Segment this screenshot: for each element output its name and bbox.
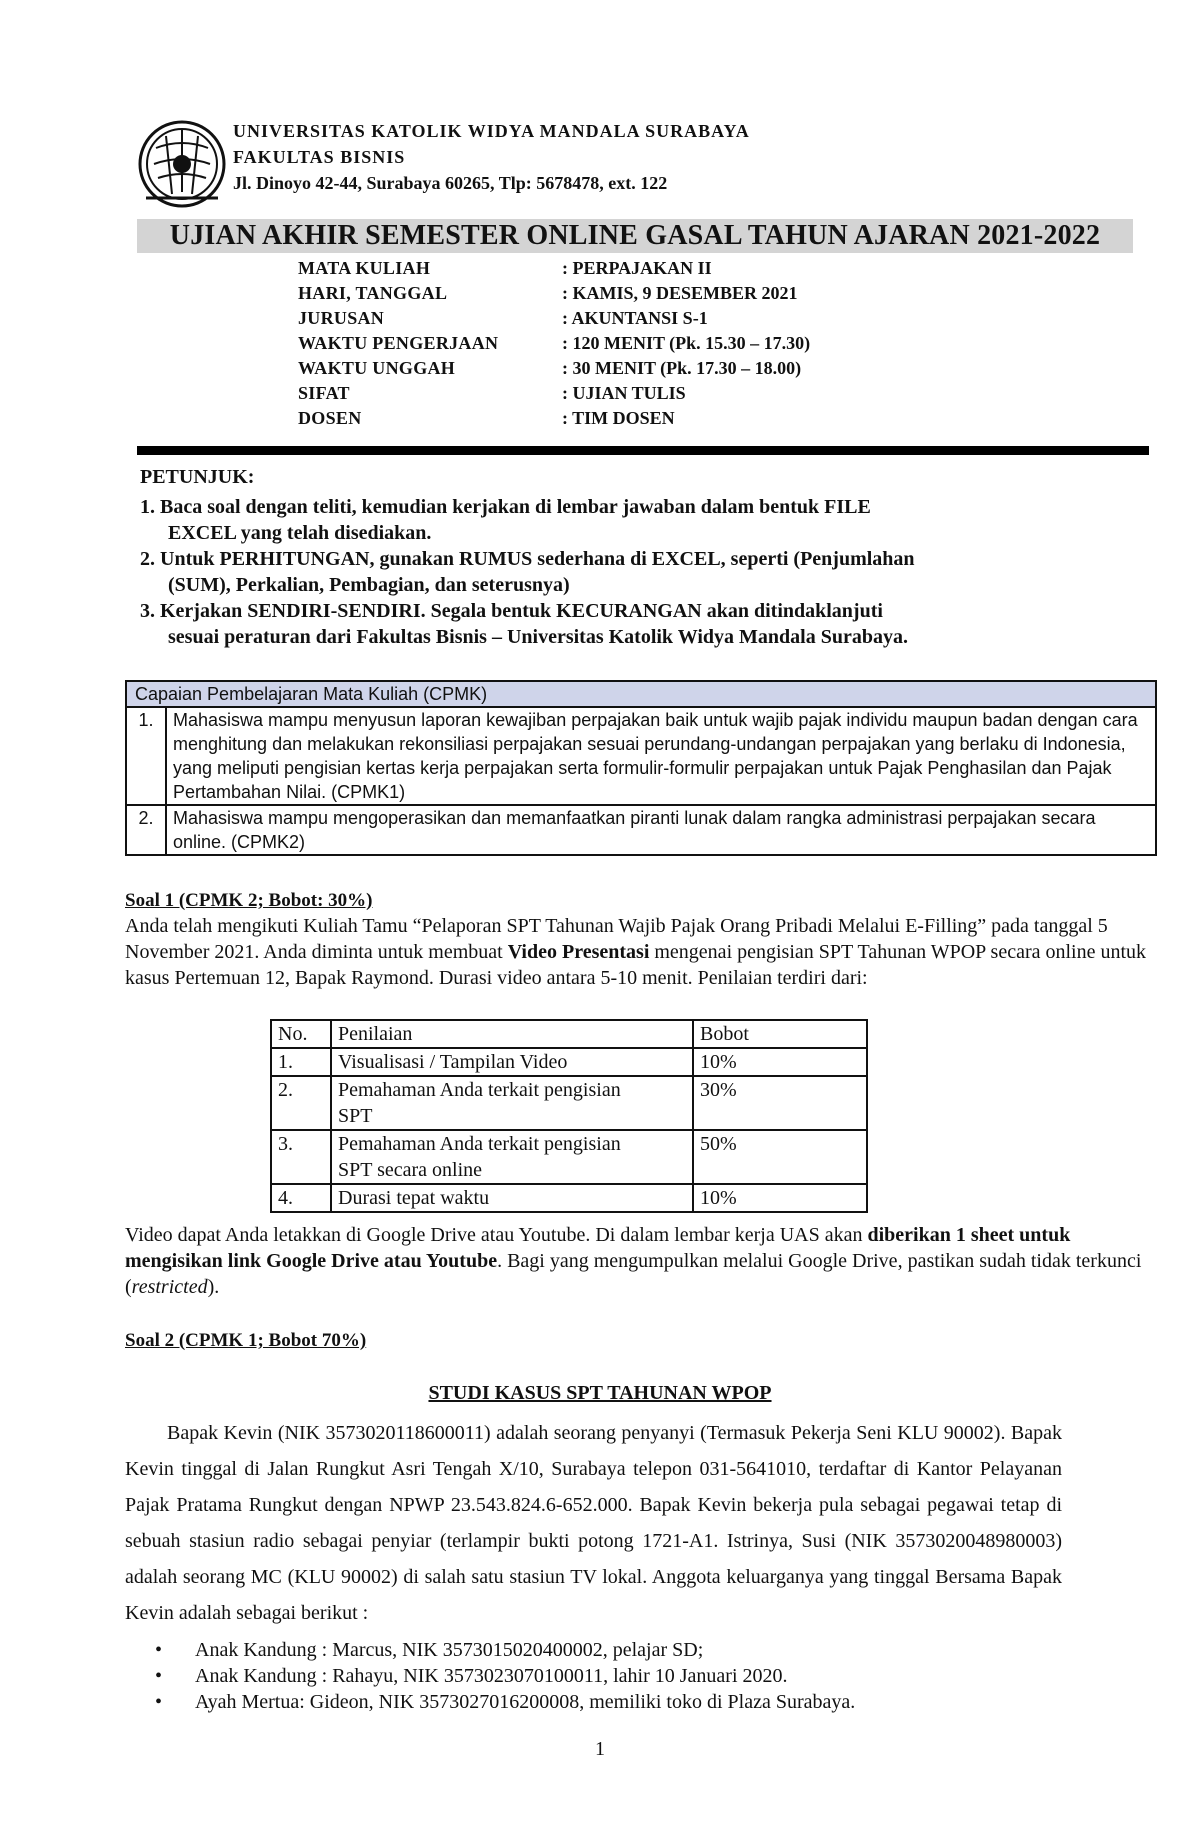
cell: 10% bbox=[693, 1048, 867, 1076]
table-header-row bbox=[271, 1020, 867, 1048]
cell: 2. bbox=[271, 1076, 331, 1130]
cpmk-text: Mahasiswa mampu mengoperasikan dan memanfaatkan piranti lunak dalam rangka administrasi perpajakan secara online. (CPMK2) bbox=[166, 805, 1156, 855]
cpmk-number: 2. bbox=[126, 805, 166, 855]
exam-info-label: WAKTU PENGERJAAN bbox=[298, 333, 499, 353]
instruction-line: (SUM), Perkalian, Pembagian, dan seterusnya) bbox=[168, 574, 570, 596]
cell: Durasi tepat waktu bbox=[331, 1184, 693, 1212]
question-2-heading: Soal 2 (CPMK 1; Bobot 70%) bbox=[125, 1330, 367, 1351]
university-name: UNIVERSITAS KATOLIK WIDYA MANDALA SURABAYA bbox=[233, 121, 750, 141]
exam-info-value: : 30 MENIT (Pk. 17.30 – 18.00) bbox=[562, 358, 802, 378]
instruction-line: 2. Untuk PERHITUNGAN, gunakan RUMUS sederhana di EXCEL, seperti (Penjumlahan bbox=[140, 548, 915, 570]
table-row bbox=[126, 805, 1156, 855]
table-row bbox=[271, 1130, 867, 1184]
question-1-heading: Soal 1 (CPMK 2; Bobot: 30%) bbox=[125, 890, 373, 911]
exam-info-label: MATA KULIAH bbox=[298, 258, 431, 278]
cpmk-number: 1. bbox=[126, 707, 166, 805]
cell: 3. bbox=[271, 1130, 331, 1184]
intro-text: mengenai pengisian SPT Tahunan WPOP secara online untuk kasus Pertemuan 12, Bapak Raymond. Durasi video antara 5-10 menit. Penilaian terdiri dari: bbox=[125, 941, 1147, 989]
exam-title: UJIAN AKHIR SEMESTER ONLINE GASAL TAHUN AJARAN 2021-2022 bbox=[137, 219, 1133, 253]
cell: 1. bbox=[271, 1048, 331, 1076]
closing-text: ). bbox=[207, 1276, 220, 1298]
question-1-intro bbox=[125, 913, 1160, 991]
question-1-closing bbox=[125, 1222, 1160, 1300]
column-header: Bobot bbox=[693, 1020, 867, 1048]
intro-text: Anda telah mengikuti Kuliah Tamu “Pelaporan SPT Tahunan Wajib Pajak Orang Pribadi Melalui E-Filling” pada tanggal 5 November 2021. Anda diminta untuk membuat bbox=[125, 915, 1108, 963]
cell: Visualisasi / Tampilan Video bbox=[331, 1048, 693, 1076]
column-header: Penilaian bbox=[331, 1020, 693, 1048]
instruction-line: 3. Kerjakan SENDIRI-SENDIRI. Segala bentuk KECURANGAN akan ditindaklanjuti bbox=[140, 600, 883, 622]
page-number: 1 bbox=[595, 1738, 605, 1760]
exam-info-value: : 120 MENIT (Pk. 15.30 – 17.30) bbox=[562, 333, 811, 353]
bullet-icon: • bbox=[155, 1691, 163, 1713]
cpmk-table-header: Capaian Pembelajaran Mata Kuliah (CPMK) bbox=[126, 681, 1156, 707]
list-item bbox=[155, 1689, 855, 1715]
exam-info-value: : AKUNTANSI S-1 bbox=[562, 308, 708, 328]
list-item bbox=[155, 1663, 788, 1689]
instruction-line: 1. Baca soal dengan teliti, kemudian kerjakan di lembar jawaban dalam bentuk FILE bbox=[140, 496, 871, 518]
column-header: No. bbox=[271, 1020, 331, 1048]
instruction-line: EXCEL yang telah disediakan. bbox=[168, 522, 432, 544]
cell: 50% bbox=[693, 1130, 867, 1184]
case-study-text: Bapak Kevin (NIK 3573020118600011) adalah seorang penyanyi (Termasuk Pekerja Seni KLU 90002). Bapak Kevin tinggal di Jalan Rungkut Asri Tengah X/10, Surabaya telepon 031-5641010, terdaftar di Kantor Pelayanan Pajak Pratama Rungkut dengan NPWP 23.543.824.6-652.000. Bapak Kevin bekerja pula sebagai pegawai tetap di sebuah stasiun radio sebagai penyiar (terlampir bukti potong 1721-A1. Istrinya, Susi (NIK 3573020048980003) adalah seorang MC (KLU 90002) di salah satu stasiun TV lokal. Anggota keluarganya yang tinggal Bersama Bapak Kevin adalah sebagai berikut : bbox=[125, 1422, 1062, 1624]
cpmk-table bbox=[125, 680, 1157, 856]
table-row bbox=[271, 1076, 867, 1130]
exam-info-label: WAKTU UNGGAH bbox=[298, 358, 456, 378]
university-address: Jl. Dinoyo 42-44, Surabaya 60265, Tlp: 5678478, ext. 122 bbox=[233, 173, 668, 193]
assessment-table bbox=[270, 1019, 868, 1213]
list-item-text: Ayah Mertua: Gideon, NIK 3573027016200008, memiliki toko di Plaza Surabaya. bbox=[195, 1691, 856, 1713]
exam-info-value: : UJIAN TULIS bbox=[562, 383, 686, 403]
closing-italic: restricted bbox=[131, 1276, 208, 1298]
closing-text: Video dapat Anda letakkan di Google Drive atau Youtube. Di dalam lembar kerja UAS akan bbox=[125, 1224, 868, 1246]
bullet-icon: • bbox=[155, 1639, 163, 1661]
bullet-icon: • bbox=[155, 1665, 163, 1687]
cell: 4. bbox=[271, 1184, 331, 1212]
table-row bbox=[126, 707, 1156, 805]
closing-emphasis: diberikan 1 sheet untuk mengisikan link Google Drive atau Youtube bbox=[125, 1224, 1071, 1272]
divider bbox=[137, 446, 1149, 455]
case-study-title: STUDI KASUS SPT TAHUNAN WPOP bbox=[428, 1382, 772, 1404]
instructions-heading: PETUNJUK: bbox=[140, 466, 255, 488]
exam-info-value: : PERPAJAKAN II bbox=[562, 258, 712, 278]
cell: 30% bbox=[693, 1076, 867, 1130]
cell: Pemahaman Anda terkait pengisian SPT secara online bbox=[331, 1130, 693, 1184]
cell: 10% bbox=[693, 1184, 867, 1212]
exam-info-label: DOSEN bbox=[298, 408, 362, 428]
cell: Pemahaman Anda terkait pengisian SPT bbox=[331, 1076, 693, 1130]
exam-info-label: SIFAT bbox=[298, 383, 350, 403]
exam-info-value: : KAMIS, 9 DESEMBER 2021 bbox=[562, 283, 798, 303]
exam-info-label: JURUSAN bbox=[298, 308, 385, 328]
exam-info-label: HARI, TANGGAL bbox=[298, 283, 448, 303]
table-row bbox=[271, 1048, 867, 1076]
list-item-text: Anak Kandung : Rahayu, NIK 3573023070100011, lahir 10 Januari 2020. bbox=[195, 1665, 788, 1687]
table-row bbox=[271, 1184, 867, 1212]
cpmk-text: Mahasiswa mampu menyusun laporan kewajiban perpajakan baik untuk wajib pajak individu maupun badan dengan cara menghitung dan melakukan rekonsiliasi perpajakan sesuai perundang-undangan perpajakan yang berlaku di Indonesia, yang meliputi pengisian kertas kerja perpajakan serta formulir-formulir perpajakan untuk Pajak Penghasilan dan Pajak Pertambahan Nilai. (CPMK1) bbox=[166, 707, 1156, 805]
list-item-text: Anak Kandung : Marcus, NIK 3573015020400002, pelajar SD; bbox=[195, 1639, 704, 1661]
closing-text: . Bagi yang mengumpulkan melalui Google Drive, pastikan sudah tidak terkunci ( bbox=[125, 1250, 1142, 1298]
exam-info-value: : TIM DOSEN bbox=[562, 408, 675, 428]
faculty-name: FAKULTAS BISNIS bbox=[233, 147, 406, 167]
intro-emphasis: Video Presentasi bbox=[507, 941, 650, 963]
instruction-line: sesuai peraturan dari Fakultas Bisnis – Universitas Katolik Widya Mandala Surabaya. bbox=[168, 626, 908, 648]
university-seal-icon bbox=[136, 118, 228, 210]
list-item bbox=[155, 1637, 703, 1663]
